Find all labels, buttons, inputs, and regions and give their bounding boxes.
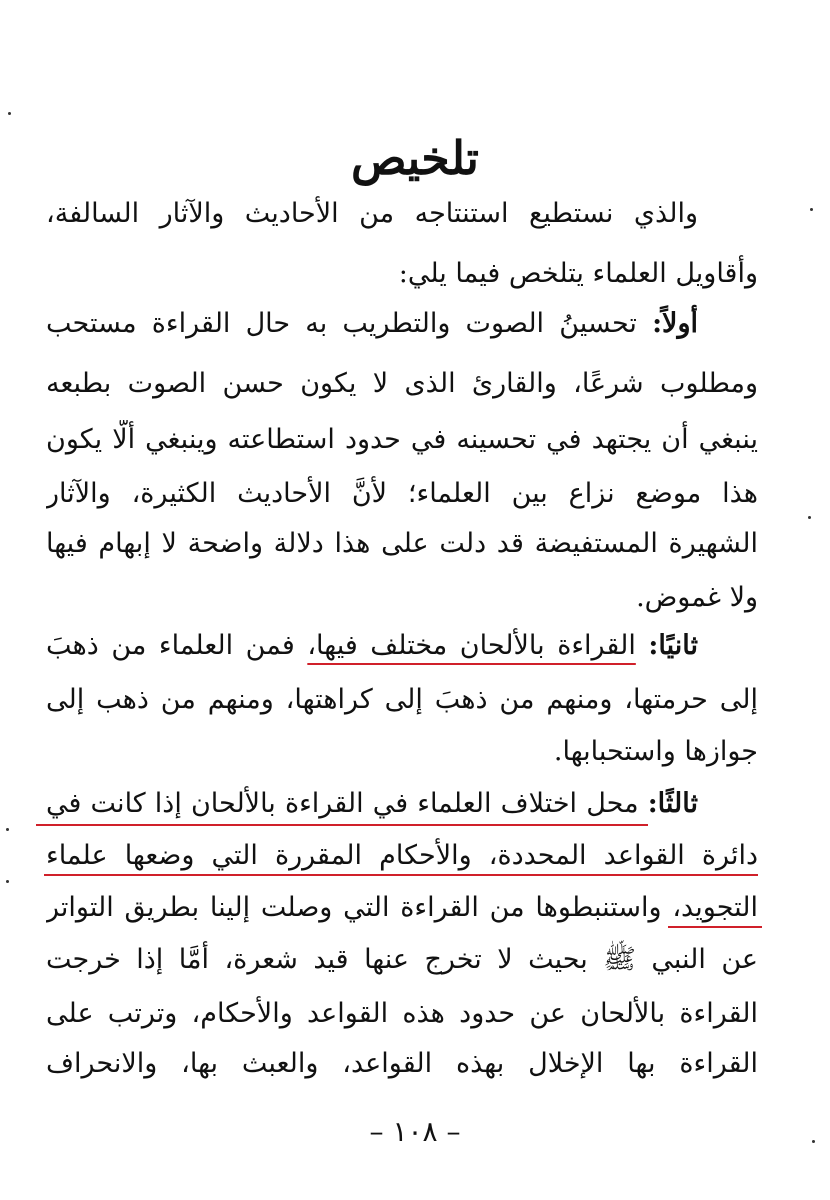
text-line-17: القراءة بها الإخلال بهذه القواعد، والعبث بها، والانحراف	[46, 1048, 758, 1079]
text-line-2: وأقاويل العلماء يتلخص فيما يلي:	[398, 258, 758, 289]
scan-speck	[6, 828, 9, 831]
point-label-third: ثالثًا:	[647, 788, 698, 819]
scan-speck	[6, 880, 9, 883]
page-number: – ١٠٨ –	[369, 1115, 461, 1148]
point-text-first: تحسينُ الصوت والتطريب به حال القراءة مستحب	[46, 308, 637, 339]
scan-speck	[812, 1140, 815, 1143]
text-line-12	[46, 784, 758, 824]
text-line-1: والذي نستطيع استنتاجه من الأحاديث والآثار السالفة،	[46, 198, 698, 229]
text-line-16: القراءة بالألحان عن حدود هذه القواعد والأحكام، وترتب على	[46, 998, 758, 1029]
text-line-11: جوازها واستحبابها.	[553, 736, 758, 767]
point-text-second: فمن العلماء من ذهبَ	[46, 630, 295, 661]
scan-speck	[808, 516, 811, 519]
page-title: تلخيص	[351, 131, 479, 185]
text-line-8: ولا غموض.	[636, 582, 758, 613]
red-underline-2	[44, 874, 758, 876]
text-line-9	[46, 626, 758, 666]
text-line-13: دائرة القواعد المحددة، والأحكام المقررة التي وضعها علماء	[46, 840, 758, 871]
point-label-second: ثانيًا:	[648, 630, 698, 661]
red-underline-1	[36, 824, 648, 826]
point-text-third: محل اختلاف العلماء في القراءة بالألحان إذا كانت في	[46, 788, 639, 819]
red-underline-3	[668, 926, 762, 928]
text-line-15: عن النبي ﷺ بحيث لا تخرج عنها قيد شعرة، أمَّا إذا خرجت	[46, 944, 758, 975]
underlined-phrase: القراءة بالألحان مختلف فيها،	[307, 630, 636, 661]
text-line-10: إلى حرمتها، ومنهم من ذهبَ إلى كراهتها، ومنهم من ذهب إلى	[46, 684, 758, 715]
text-line-14: التجويد، واستنبطوها من القراءة التي وصلت إلينا بطريق التواتر	[46, 892, 758, 923]
scan-speck	[810, 208, 813, 211]
text-line-3	[46, 304, 758, 344]
text-line-4: ومطلوب شرعًا، والقارئ الذى لا يكون حسن الصوت بطبعه	[46, 368, 758, 399]
text-line-5: ينبغي أن يجتهد في تحسينه في حدود استطاعته وينبغي ألَّا يكون	[46, 424, 758, 455]
text-line-7: الشهيرة المستفيضة قد دلت على هذا دلالة واضحة لا إبهام فيها	[46, 528, 758, 559]
point-label-first: أولاً:	[652, 308, 698, 339]
scan-speck	[8, 112, 11, 115]
text-line-6: هذا موضع نزاع بين العلماء؛ لأنَّ الأحاديث الكثيرة، والآثار	[46, 478, 758, 509]
